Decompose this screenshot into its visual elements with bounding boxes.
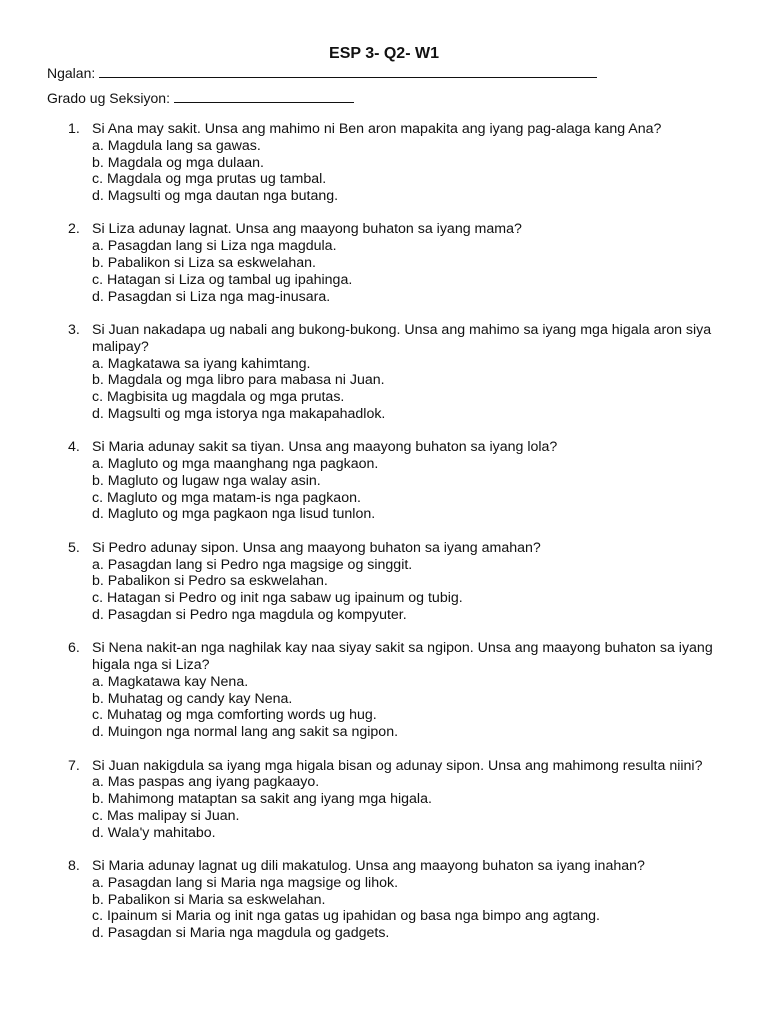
question-item xyxy=(0,640,768,741)
answer-choice: a. Pasagdan lang si Maria nga magsige og lihok. xyxy=(92,874,399,891)
name-label: Ngalan: xyxy=(47,65,96,81)
answer-choice: c. Hatagan si Pedro og init nga sabaw ug ipainum og tubig. xyxy=(92,590,463,607)
grade-section-label: Grado ug Seksiyon: xyxy=(47,90,170,106)
answer-choice: b. Mahimong mataptan sa sakit ang iyang mga higala. xyxy=(92,791,432,808)
question-body xyxy=(92,858,732,942)
answer-choice: d. Muingon nga normal lang ang sakit sa ngipon. xyxy=(92,724,399,741)
question-list xyxy=(0,121,768,958)
question-text: Si Liza adunay lagnat. Unsa ang maayong buhaton sa iyang mama? xyxy=(92,221,522,238)
answer-choice: d. Pasagdan si Liza nga mag-inusara. xyxy=(92,288,331,305)
answer-choice: c. Hatagan si Liza og tambal ug ipahinga. xyxy=(92,271,353,288)
answer-choice: a. Mas paspas ang iyang pagkaayo. xyxy=(92,774,320,791)
answer-choice: a. Magkatawa kay Nena. xyxy=(92,673,249,690)
question-number: 5. xyxy=(68,539,80,556)
grade-section-blank-line[interactable] xyxy=(174,90,354,103)
question-text: Si Juan nakigdula sa iyang mga higala bisan og adunay sipon. Unsa ang mahimong resulta niini? xyxy=(92,757,703,774)
question-item xyxy=(0,758,768,842)
answer-choice: c. Ipainum si Maria og init nga gatas ug ipahidan og basa nga bimpo ang agtang. xyxy=(92,908,600,925)
question-body xyxy=(92,758,732,842)
question-number: 2. xyxy=(68,221,80,238)
question-body xyxy=(92,322,732,423)
answer-choice: b. Magluto og lugaw nga walay asin. xyxy=(92,472,321,489)
question-body xyxy=(92,121,732,205)
answer-choice: d. Magsulti og mga istorya nga makapahadlok. xyxy=(92,405,386,422)
question-number: 7. xyxy=(68,757,80,774)
question-text: Si Maria adunay lagnat ug dili makatulog. Unsa ang maayong buhaton sa iyang inahan? xyxy=(92,857,645,874)
answer-choice: a. Magdula lang sa gawas. xyxy=(92,137,261,154)
question-number: 3. xyxy=(68,321,80,338)
answer-choice: b. Magdala og mga libro para mabasa ni Juan. xyxy=(92,372,385,389)
question-text: Si Maria adunay sakit sa tiyan. Unsa ang maayong buhaton sa iyang lola? xyxy=(92,439,558,456)
answer-choice: a. Pasagdan lang si Liza nga magdula. xyxy=(92,238,337,255)
answer-choice: c. Mas malipay si Juan. xyxy=(92,807,240,824)
question-body xyxy=(92,540,732,624)
question-item xyxy=(0,322,768,423)
question-number: 6. xyxy=(68,640,80,657)
name-field xyxy=(47,65,597,82)
answer-choice: a. Magluto og mga maanghang nga pagkaon. xyxy=(92,456,379,473)
question-text: Si Juan nakadapa ug nabali ang bukong-bukong. Unsa ang mahimo sa iyang mga higala aron siya malipay? xyxy=(92,321,712,355)
worksheet-title: ESP 3- Q2- W1 xyxy=(329,45,439,62)
answer-choice: a. Pasagdan lang si Pedro nga magsige og singgit. xyxy=(92,556,413,573)
answer-choice: c. Magluto og mga matam-is nga pagkaon. xyxy=(92,489,361,506)
answer-choice: b. Pabalikon si Liza sa eskwelahan. xyxy=(92,255,316,272)
answer-choice: c. Magdala og mga prutas ug tambal. xyxy=(92,171,327,188)
question-body xyxy=(92,640,732,741)
grade-section-field xyxy=(47,90,354,107)
answer-choice: a. Magkatawa sa iyang kahimtang. xyxy=(92,355,311,372)
answer-choice: d. Magluto og mga pagkaon nga lisud tunlon. xyxy=(92,506,376,523)
answer-choice: b. Pabalikon si Pedro sa eskwelahan. xyxy=(92,573,328,590)
answer-choice: d. Magsulti og mga dautan nga butang. xyxy=(92,188,339,205)
answer-choice: d. Pasagdan si Maria nga magdula og gadgets. xyxy=(92,925,390,942)
question-text: Si Nena nakit-an nga naghilak kay naa siyay sakit sa ngipon. Unsa ang maayong buhaton sa iyang higala nga si Liza? xyxy=(92,640,713,674)
question-item xyxy=(0,439,768,523)
question-body xyxy=(92,439,732,523)
answer-choice: d. Pasagdan si Pedro nga magdula og kompyuter. xyxy=(92,606,407,623)
question-number: 1. xyxy=(68,121,80,137)
question-item xyxy=(0,540,768,624)
answer-choice: b. Pabalikon si Maria sa eskwelahan. xyxy=(92,891,326,908)
question-text: Si Ana may sakit. Unsa ang mahimo ni Ben aron mapakita ang iyang pag-alaga kang Ana? xyxy=(92,121,662,137)
question-item xyxy=(0,858,768,942)
answer-choice: c. Magbisita ug magdala og mga prutas. xyxy=(92,389,345,406)
answer-choice: b. Magdala og mga dulaan. xyxy=(92,154,264,171)
question-item xyxy=(0,121,768,205)
question-item xyxy=(0,221,768,305)
question-number: 4. xyxy=(68,439,80,456)
answer-choice: d. Wala'y mahitabo. xyxy=(92,824,216,841)
question-number: 8. xyxy=(68,857,80,874)
answer-choice: c. Muhatag og mga comforting words ug hug. xyxy=(92,707,377,724)
question-text: Si Pedro adunay sipon. Unsa ang maayong buhaton sa iyang amahan? xyxy=(92,539,541,556)
name-blank-line[interactable] xyxy=(99,65,597,78)
question-body xyxy=(92,221,732,305)
answer-choice: b. Muhatag og candy kay Nena. xyxy=(92,690,293,707)
